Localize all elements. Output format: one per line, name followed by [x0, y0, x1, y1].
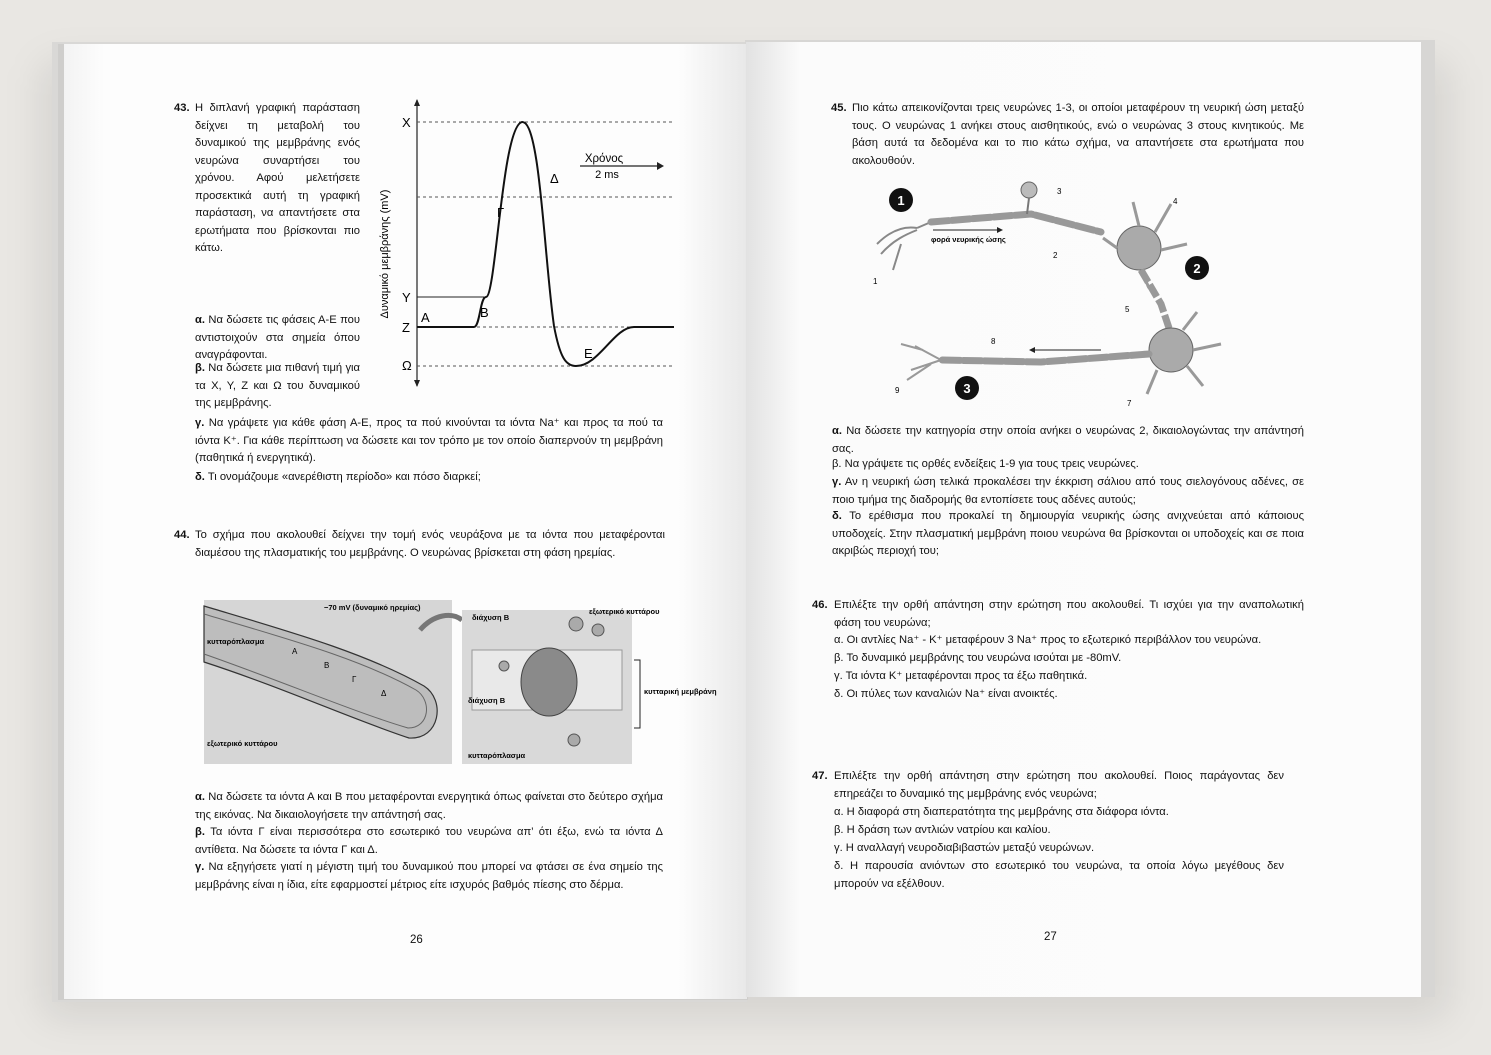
q45-intro: Πιο κάτω απεικονίζονται τρεις νευρώνες 1-3, οι οποίοι μεταφέρουν τη νευρική ώση μεταξύ τους. Ο νευρώνας 1 ανήκει στους αισθητικούς, ενώ ο νευρώνας 3 στους κινητικούς. Με βάση αυτά τα δεδομένα και το πιο κάτω σχήμα, να απαντήσετε στα ερωτήματα που ακολουθούν. [852, 102, 1304, 167]
graph-ylabel: Δυναμικό μεμβράνης (mV) [379, 189, 391, 319]
q44-b-label: β. [195, 826, 205, 838]
q46-option-d: δ. Οι πύλες των καναλιών Na⁺ είναι ανοικτές. [834, 688, 1058, 700]
q43-b [195, 360, 360, 413]
q43-c-label: γ. [195, 417, 205, 429]
graph-point-c: Γ [497, 205, 505, 220]
graph-point-b: Β [480, 305, 489, 320]
q47-option-b: β. Η δράση των αντλιών νατρίου και καλίου. [834, 824, 1051, 836]
graph-y-arrow-down [414, 380, 420, 387]
axon-membrane-figure [204, 600, 717, 766]
axon-ion-d: Δ [381, 689, 387, 698]
q43-a [195, 312, 360, 365]
q43-c-text: Να γράψετε για κάθε φάση Α-Ε, προς τα πού κινούνται τα ιόντα Na⁺ και προς τα πού τα ιόντα K⁺. Για κάθε περίπτωση να δώσετε και τον τρόπο με τον οποίο διαπερνούν τη μεμβράνη (παθητικά ή ενεργητικά). [195, 417, 664, 464]
graph-point-a: Α [421, 310, 430, 325]
axon-ion-a: Α [292, 647, 298, 656]
ion-sphere [568, 734, 580, 746]
q43-a-label: α. [195, 314, 205, 326]
q45-c [832, 474, 1304, 509]
q43-intro: Η διπλανή γραφική παράσταση δείχνει τη μεταβολή του δυναμικού της μεμβράνης ενός νευρώνα συναρτήσει του χρόνου. Αφού μελετήσετε προσεκτικά αυτή τη γραφική παράσταση, να απαντήσετε στα ερωτήματα που βρίσκονται πιο κάτω. [195, 102, 360, 254]
graph-level-omega: Ω [402, 358, 412, 373]
neuron3-axon [941, 354, 1149, 362]
channel-membrane-label: κυτταρική μεμβράνη [644, 687, 717, 696]
q43-b-label: β. [195, 362, 205, 374]
q43-d-text: Τι ονομάζουμε «ανερέθιστη περίοδο» και πόσο διαρκεί; [207, 471, 481, 483]
neuron1-dendrites [877, 222, 931, 270]
ion-sphere [569, 617, 583, 631]
q47-option-a: α. Η διαφορά στη διαπερατότητα της μεμβράνης στα διάφορα ιόντα. [834, 806, 1169, 818]
graph-time-scale: 2 ms [595, 169, 619, 181]
q45-b: β. Να γράψετε τις ορθές ενδείξεις 1-9 για τους τρεις νευρώνες. [832, 458, 1139, 470]
page-number-right: 27 [1044, 931, 1057, 943]
figure-label-2: 2 [1053, 251, 1058, 260]
q44-b [195, 824, 663, 859]
q44-a-text: Να δώσετε τα ιόντα Α και Β που μεταφέρονται ενεργητικά όπως φαίνεται στο δεύτερο σχήμα της εικόνας. Να δικαιολογήσετε την απάντησή σας. [195, 791, 663, 821]
neuron1-cell-body [1021, 182, 1037, 198]
graph-level-z: Ζ [402, 320, 410, 335]
q44-c-label: γ. [195, 861, 205, 873]
q45-a-label: α. [832, 425, 842, 437]
figure-label-3: 3 [1057, 187, 1062, 196]
action-potential-graph [374, 96, 679, 396]
figure-label-4: 4 [1173, 197, 1178, 206]
impulse-direction-arrowhead [997, 227, 1003, 233]
q43-a-text: Να δώσετε τις φάσεις Α-Ε που αντιστοιχούν στα σημεία όπου αναγράφονται. [195, 314, 361, 361]
channel-cytoplasm-label: κυτταρόπλασμα [468, 751, 526, 760]
q43-number: 43. [174, 102, 190, 114]
graph-level-x: Χ [402, 115, 411, 130]
q44-a [195, 789, 663, 824]
neuron2-axon [1141, 270, 1171, 334]
q47-option-c: γ. Η αναλλαγή νευροδιαβιβαστών μεταξύ νευρώνων. [834, 842, 1095, 854]
q45-a-text: Να δώσετε την κατηγορία στην οποία ανήκει ο νευρώνας 2, δικαιολογώντας την απάντησή σας. [832, 425, 1305, 455]
figure-label-8: 8 [991, 337, 996, 346]
right-page [746, 42, 1421, 997]
ion-sphere [499, 661, 509, 671]
axon-ion-b: Β [324, 661, 330, 670]
neuron2-cell-body [1117, 226, 1161, 270]
q45-a [832, 423, 1304, 458]
q44-number: 44. [174, 529, 190, 541]
axon-cytoplasm-label: κυτταρόπλασμα [207, 637, 265, 646]
q45-d [832, 508, 1304, 561]
left-page [64, 44, 747, 999]
figure-label-9: 9 [895, 386, 900, 395]
q44-b-text: Τα ιόντα Γ είναι περισσότερα στο εσωτερικό του νευρώνα απ’ ότι έξω, ενώ τα ιόντα Δ αντίθετα. Να δώσετε τα ιόντα Γ και Δ. [195, 826, 664, 856]
q45-d-text: Το ερέθισμα που προκαλεί τη δημιουργία νευρικής ώσης ανιχνεύεται από κάποιους υποδοχείς. Στην πλασματική μεμβράνη ποιου νευρώνα θα βρίσκονται οι υποδοχείς και σε ποια ακριβώς περιοχή του; [832, 510, 1305, 557]
neuron3-direction-arrowhead [1029, 347, 1035, 353]
q46-option-b: β. Το δυναμικό μεμβράνης του νευρώνα ισούται με -80mV. [834, 652, 1122, 664]
channel-outside-label: εξωτερικό κυττάρου [589, 607, 660, 616]
q47-option-d: δ. Η παρουσία ανιόντων στο εσωτερικό του νευρώνα, τα οποία λόγω μεγέθους δεν μπορούν να εξέλθουν. [834, 860, 1284, 890]
graph-time-arrowhead [657, 162, 664, 170]
figure-label-1: 1 [873, 277, 878, 286]
q47-number: 47. [812, 770, 828, 782]
graph-point-d: Δ [550, 171, 559, 186]
graph-time-label: Χρόνος [584, 153, 624, 165]
q43-d-label: δ. [195, 471, 205, 483]
neuron-badge-2-text: 2 [1193, 261, 1201, 276]
q44-c-text: Να εξηγήσετε γιατί η μέγιστη τιμή του δυναμικού που μπορεί να φτάσει σε ένα σημείο της μεμβράνης είναι η ίδια, είτε εφαρμοστεί μέτριος είτε ισχυρός βαθμός πίεσης στο δέρμα. [195, 861, 664, 891]
neuron3-terminals [901, 344, 941, 380]
q45-c-label: γ. [832, 476, 842, 488]
neuron-badge-1-text: 1 [897, 193, 905, 208]
q46-number: 46. [812, 599, 828, 611]
membrane-bracket [634, 660, 640, 728]
channel-diffusion-label: διάχυση Β [472, 613, 510, 622]
ion-sphere [592, 624, 604, 636]
figure-label-5: 5 [1125, 305, 1130, 314]
axon-outside-label: εξωτερικό κυττάρου [207, 739, 278, 748]
pump-protein [521, 648, 577, 716]
impulse-direction-label: φορά νευρικής ώσης [931, 235, 1006, 244]
q44-a-label: α. [195, 791, 205, 803]
q45-c-text: Αν η νευρική ώση τελικά προκαλέσει την έκκριση σάλιου από τους σιελογόνους αδένες, σε ποιο τμήμα της διαδρομής θα εντοπίσετε τους αδένες αυτούς; [832, 476, 1304, 506]
graph-curve [417, 122, 674, 366]
q45-number: 45. [831, 102, 847, 114]
q44-c [195, 859, 663, 894]
axon-resting-label: −70 mV (δυναμικό ηρεμίας) [324, 603, 421, 612]
axon-ion-c: Γ [352, 675, 357, 684]
figure-label-7: 7 [1127, 399, 1132, 408]
graph-level-y: Υ [402, 290, 411, 305]
channel-diffusion-label-2: διάχυση Β [468, 696, 506, 705]
neurons-figure [871, 174, 1241, 410]
q45-d-label: δ. [832, 510, 842, 522]
graph-y-arrow-up [414, 99, 420, 106]
graph-point-e: Ε [584, 346, 593, 361]
neuron1-axon [931, 214, 1101, 232]
q46-option-c: γ. Τα ιόντα K⁺ μεταφέρονται προς τα έξω παθητικά. [834, 670, 1088, 682]
neuron3-cell-body [1149, 328, 1193, 372]
q43-c [195, 415, 663, 468]
q47-intro: Επιλέξτε την ορθή απάντηση στην ερώτηση που ακολουθεί. Ποιος παράγοντας δεν επηρεάζει το δυναμικό της μεμβράνης ενός νευρώνα; [834, 770, 1284, 800]
neuron-badge-3-text: 3 [963, 381, 971, 396]
q46-intro: Επιλέξτε την ορθή απάντηση στην ερώτηση που ακολουθεί. Τι ισχύει για την αναπολωτική φάση του νευρώνα; [834, 599, 1304, 629]
q46-option-a: α. Οι αντλίες Na⁺ - K⁺ μεταφέρουν 3 Na⁺ προς το εξωτερικό περιβάλλον του νευρώνα. [834, 634, 1262, 646]
q44-intro: Το σχήμα που ακολουθεί δείχνει την τομή ενός νευράξονα με τα ιόντα που μεταφέρονται διαμέσου της πλασματικής του μεμβράνης. Ο νευρώνας βρίσκεται στη φάση ηρεμίας. [195, 529, 665, 559]
q43-b-text: Να δώσετε μια πιθανή τιμή για τα Χ, Υ, Ζ και Ω του δυναμικού της μεμβράνης. [195, 362, 361, 409]
q43-d [195, 469, 663, 487]
page-number-left: 26 [410, 934, 423, 946]
